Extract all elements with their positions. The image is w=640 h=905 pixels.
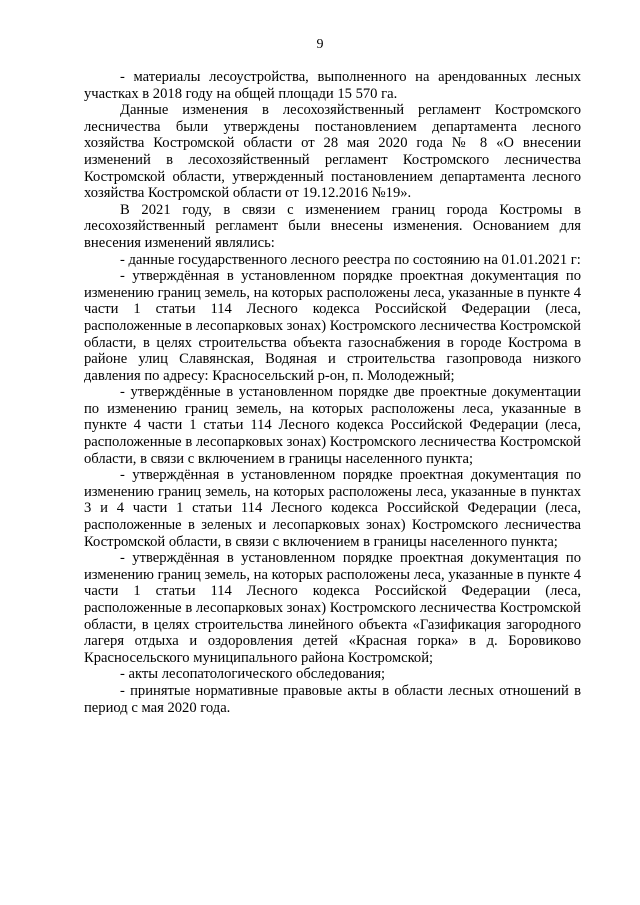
list-item: - утверждённые в установленном порядке две проектные документации по изменению границ земель, на которых расположены леса, указанные в пункте 4 части 1 статьи 114 Лесного кодекса Российской Федерации (леса, расположенные в лесопарковых зонах) Костромского лесничества Костромской области, в связи с включением в границы населенного пункта; [84,384,581,467]
document-body [84,69,581,716]
list-item: - акты лесопатологического обследования; [120,666,386,683]
list-item: - данные государственного лесного реестра по состоянию на 01.01.2021 г: [120,251,581,268]
paragraph: - материалы лесоустройства, выполненного на арендованных лесных участках в 2018 году на общей площади 15 570 га. [84,69,581,102]
paragraph: Данные изменения в лесохозяйственный регламент Костромского лесничества были утверждены постановлением департамента лесного хозяйства Костромской области от 28 мая 2020 года № 8 «О внесении изменений в лесохозяйственный регламент Костромского лесничества Костромской области, утвержденный постановлением департамента лесного хозяйства Костромской области от 19.12.2016 №19». [84,102,581,202]
list-item: - утверждённая в установленном порядке проектная документация по изменению границ земель, на которых расположены леса, указанные в пункте 4 части 1 статьи 114 Лесного кодекса Российской Федерации (леса, расположенные в лесопарковых зонах) Костромского лесничества Костромской области, в целях строительства линейного объекта «Газификация загородного лагеря отдыха и оздоровления детей «Красная горка» в д. Боровиково Красносельского муниципального района Костромской; [84,550,581,666]
list-item: - утверждённая в установленном порядке проектная документация по изменению границ земель, на которых расположены леса, указанные в пунктах 3 и 4 части 1 статьи 114 Лесного кодекса Российской Федерации (леса, расположенные в зеленых и лесопарковых зонах) Костромского лесничества Костромской области, в связи с включением в границы населенного пункта; [84,467,581,550]
list-item: - утверждённая в установленном порядке проектная документация по изменению границ земель, на которых расположены леса, указанные в пункте 4 части 1 статьи 114 Лесного кодекса Российской Федерации (леса, расположенные в лесопарковых зонах) Костромского лесничества Костромской области, в целях строительства объекта газоснабжения в городе Кострома в районе улиц Славянская, Водяная и строительства газопровода низкого давления по адресу: Красносельский р-он, п. Молодежный; [84,268,581,384]
page-number: 9 [316,37,324,52]
list-item: - принятые нормативные правовые акты в области лесных отношений в период с мая 2020 года. [84,682,581,716]
paragraph: В 2021 году, в связи с изменением границ города Костромы в лесохозяйственный регламент были внесены изменения. Основанием для внесения изменений являлись: [84,201,581,251]
